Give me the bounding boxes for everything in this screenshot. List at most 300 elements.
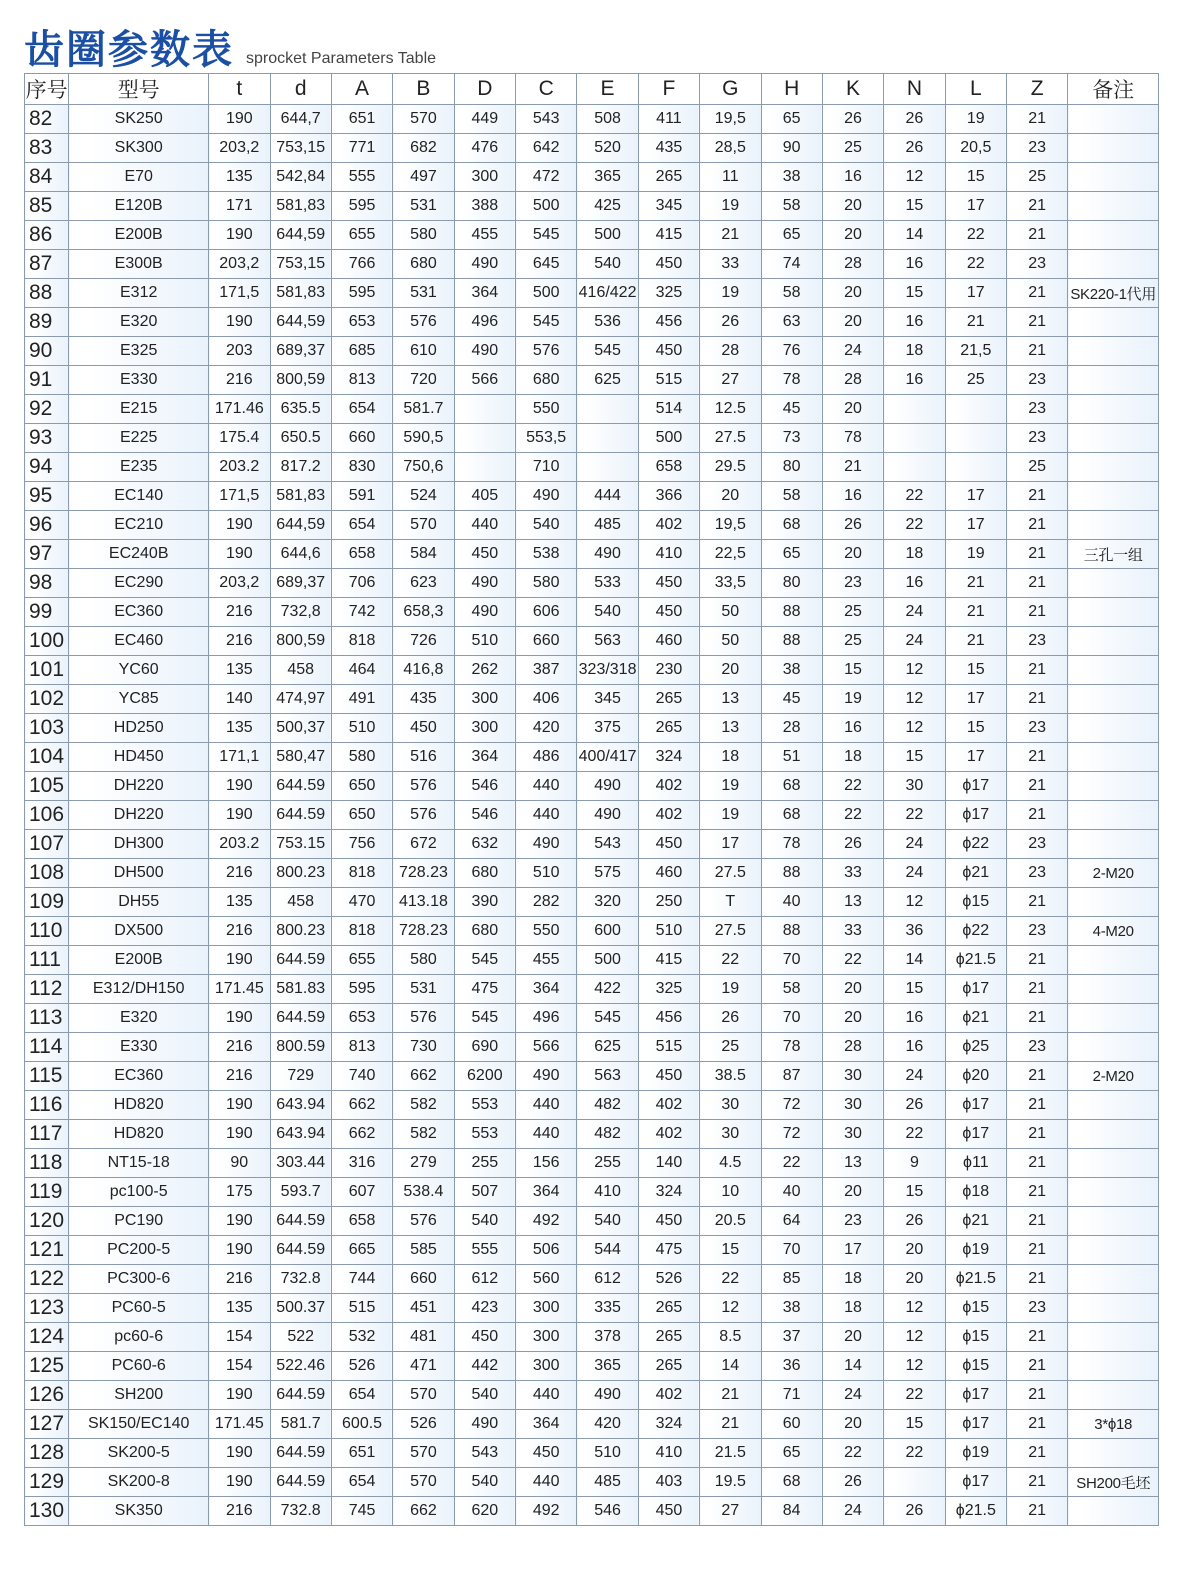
table-cell: 485 (577, 1468, 638, 1497)
table-cell: 366 (638, 482, 699, 511)
table-row (25, 714, 1159, 743)
table-cell: 19,5 (700, 105, 761, 134)
table-cell: 492 (516, 1207, 577, 1236)
table-row (25, 105, 1159, 134)
table-cell: 19 (700, 772, 761, 801)
table-cell: 51 (761, 743, 822, 772)
table-cell: 21 (1007, 1439, 1068, 1468)
table-cell: 545 (516, 221, 577, 250)
table-cell: 818 (331, 917, 392, 946)
table-cell: 68 (761, 772, 822, 801)
table-cell: 21 (1007, 1265, 1068, 1294)
table-cell: 300 (516, 1294, 577, 1323)
table-cell: EC360 (69, 1062, 209, 1091)
table-cell: 416,8 (393, 656, 454, 685)
table-cell: 800.23 (270, 917, 331, 946)
table-row (25, 772, 1159, 801)
table-cell: EC140 (69, 482, 209, 511)
table-cell (945, 424, 1006, 453)
table-cell: 581,83 (270, 279, 331, 308)
table-cell: 279 (393, 1149, 454, 1178)
table-cell: 644,59 (270, 221, 331, 250)
table-cell: 20 (822, 540, 883, 569)
table-cell: 460 (638, 859, 699, 888)
table-cell (945, 453, 1006, 482)
table-cell: 531 (393, 975, 454, 1004)
table-cell: 662 (331, 1120, 392, 1149)
table-cell: 450 (454, 1323, 515, 1352)
table-cell: 21 (1007, 1410, 1068, 1439)
table-cell: 27 (700, 366, 761, 395)
table-cell (1068, 1323, 1159, 1352)
table-cell: EC460 (69, 627, 209, 656)
table-row (25, 1033, 1159, 1062)
table-cell: 550 (516, 395, 577, 424)
table-row (25, 946, 1159, 975)
table-row (25, 1381, 1159, 1410)
table-cell: 25 (1007, 163, 1068, 192)
table-cell: 114 (25, 1033, 69, 1062)
table-cell: 19 (700, 192, 761, 221)
table-cell (1068, 888, 1159, 917)
table-row (25, 1178, 1159, 1207)
table-cell (1068, 337, 1159, 366)
table-cell: 580 (393, 946, 454, 975)
table-cell: EC360 (69, 598, 209, 627)
table-cell: NT15-18 (69, 1149, 209, 1178)
table-cell: 644.59 (270, 1381, 331, 1410)
table-cell: 135 (209, 888, 270, 917)
table-cell: 28 (822, 250, 883, 279)
table-cell: 8.5 (700, 1323, 761, 1352)
column-header: 型号 (69, 74, 209, 105)
table-cell: 644,7 (270, 105, 331, 134)
table-cell: 576 (393, 1004, 454, 1033)
table-cell: 265 (638, 1323, 699, 1352)
table-cell: 402 (638, 511, 699, 540)
table-cell: 135 (209, 714, 270, 743)
table-cell: 375 (577, 714, 638, 743)
table-cell: 500 (577, 946, 638, 975)
table-cell (1068, 1439, 1159, 1468)
table-cell: E312 (69, 279, 209, 308)
table-cell: 612 (577, 1265, 638, 1294)
table-cell: 87 (761, 1062, 822, 1091)
table-cell (1068, 1091, 1159, 1120)
table-cell: E330 (69, 366, 209, 395)
table-cell (1068, 656, 1159, 685)
table-cell: 440 (516, 801, 577, 830)
table-cell: 410 (577, 1178, 638, 1207)
table-cell: 364 (454, 743, 515, 772)
table-cell: 26 (884, 105, 945, 134)
table-cell: 216 (209, 1497, 270, 1526)
table-cell: 444 (577, 482, 638, 511)
table-cell: 563 (577, 627, 638, 656)
table-cell: 440 (516, 1120, 577, 1149)
table-cell: 450 (638, 569, 699, 598)
table-cell: 65 (761, 105, 822, 134)
table-cell: 24 (884, 859, 945, 888)
table-cell: DH300 (69, 830, 209, 859)
table-cell: 171,5 (209, 279, 270, 308)
table-row (25, 395, 1159, 424)
table-cell: 19 (700, 279, 761, 308)
table-cell: 510 (331, 714, 392, 743)
table-cell: 250 (638, 888, 699, 917)
table-cell: 16 (884, 308, 945, 337)
table-cell: 190 (209, 772, 270, 801)
column-header: K (822, 74, 883, 105)
table-cell: 21 (1007, 1497, 1068, 1526)
table-cell: 16 (822, 163, 883, 192)
column-header: C (516, 74, 577, 105)
table-cell: ϕ25 (945, 1033, 1006, 1062)
table-cell: 88 (761, 859, 822, 888)
table-cell: 76 (761, 337, 822, 366)
table-row (25, 192, 1159, 221)
table-cell: 72 (761, 1120, 822, 1149)
table-cell: 540 (454, 1381, 515, 1410)
table-cell: E120B (69, 192, 209, 221)
table-cell: DH220 (69, 801, 209, 830)
table-cell: 19.5 (700, 1468, 761, 1497)
table-cell: 105 (25, 772, 69, 801)
table-cell: YC60 (69, 656, 209, 685)
table-cell: 545 (516, 308, 577, 337)
table-cell: 4-M20 (1068, 917, 1159, 946)
table-cell (1068, 1207, 1159, 1236)
table-cell: SK150/EC140 (69, 1410, 209, 1439)
table-row (25, 1149, 1159, 1178)
table-cell: 464 (331, 656, 392, 685)
table-cell: ϕ17 (945, 975, 1006, 1004)
table-cell: 21 (1007, 1091, 1068, 1120)
page-title: 齿圈参数表 (24, 27, 234, 73)
table-row (25, 1468, 1159, 1497)
table-cell (1068, 482, 1159, 511)
table-cell: 216 (209, 366, 270, 395)
table-cell: 20 (822, 395, 883, 424)
table-cell: 21 (1007, 656, 1068, 685)
table-cell: 680 (516, 366, 577, 395)
table-cell: 771 (331, 134, 392, 163)
table-cell: 672 (393, 830, 454, 859)
table-cell: 140 (638, 1149, 699, 1178)
table-cell (1068, 743, 1159, 772)
table-cell: PC190 (69, 1207, 209, 1236)
table-cell: ϕ17 (945, 1091, 1006, 1120)
table-cell (1068, 163, 1159, 192)
table-cell: 455 (454, 221, 515, 250)
table-cell (1068, 1033, 1159, 1062)
table-cell: 595 (331, 192, 392, 221)
table-cell: 88 (761, 598, 822, 627)
table-cell: 27.5 (700, 424, 761, 453)
table-cell: 323/318 (577, 656, 638, 685)
table-cell: 458 (270, 656, 331, 685)
table-cell: 230 (638, 656, 699, 685)
table-cell: 38 (761, 1294, 822, 1323)
table-cell: 471 (393, 1352, 454, 1381)
table-cell: 21 (700, 1410, 761, 1439)
table-cell: 130 (25, 1497, 69, 1526)
table-cell: 27.5 (700, 917, 761, 946)
table-cell: 190 (209, 1207, 270, 1236)
table-cell: 540 (577, 1207, 638, 1236)
table-cell: 33 (822, 917, 883, 946)
table-cell: 21 (1007, 279, 1068, 308)
table-row (25, 598, 1159, 627)
table-cell: 766 (331, 250, 392, 279)
table-cell (1068, 1265, 1159, 1294)
table-cell: 30 (884, 772, 945, 801)
table-cell: 456 (638, 1004, 699, 1033)
table-cell: 26 (822, 105, 883, 134)
table-cell: 21,5 (945, 337, 1006, 366)
table-cell: 118 (25, 1149, 69, 1178)
table-cell: 21 (1007, 1207, 1068, 1236)
table-cell: 800,59 (270, 627, 331, 656)
table-cell: 650 (331, 801, 392, 830)
table-cell (1068, 685, 1159, 714)
table-cell (1068, 192, 1159, 221)
table-cell: 644.59 (270, 801, 331, 830)
table-cell: 654 (331, 395, 392, 424)
table-cell: 30 (822, 1062, 883, 1091)
table-cell: 101 (25, 656, 69, 685)
table-cell: ϕ22 (945, 917, 1006, 946)
table-cell: 15 (945, 656, 1006, 685)
table-cell (1068, 1120, 1159, 1149)
table-cell: 324 (638, 743, 699, 772)
table-cell (1068, 395, 1159, 424)
table-cell: 300 (516, 1352, 577, 1381)
table-cell: E312/DH150 (69, 975, 209, 1004)
table-cell: 25 (945, 366, 1006, 395)
table-cell: 10 (700, 1178, 761, 1207)
table-cell: 413.18 (393, 888, 454, 917)
table-cell: 22 (884, 1120, 945, 1149)
table-cell: 70 (761, 1004, 822, 1033)
table-cell: 515 (638, 366, 699, 395)
table-cell: 400/417 (577, 743, 638, 772)
table-cell: 94 (25, 453, 69, 482)
table-cell: 450 (638, 1497, 699, 1526)
table-cell: PC300-6 (69, 1265, 209, 1294)
table-cell: 21 (1007, 1381, 1068, 1410)
column-header: H (761, 74, 822, 105)
table-cell: 553 (454, 1091, 515, 1120)
table-cell: 111 (25, 946, 69, 975)
table-cell: 21 (700, 1381, 761, 1410)
table-cell: 203,2 (209, 250, 270, 279)
table-cell: 24 (884, 598, 945, 627)
table-cell (1068, 1381, 1159, 1410)
table-cell: SK300 (69, 134, 209, 163)
table-cell: 97 (25, 540, 69, 569)
table-cell: 364 (516, 1178, 577, 1207)
table-cell: 190 (209, 801, 270, 830)
table-cell: 325 (638, 279, 699, 308)
table-cell: 580,47 (270, 743, 331, 772)
table-row (25, 1091, 1159, 1120)
table-row (25, 308, 1159, 337)
table-cell: 36 (761, 1352, 822, 1381)
table-cell: 490 (577, 1381, 638, 1410)
table-header-row (25, 74, 1159, 105)
table-cell (1068, 1352, 1159, 1381)
table-cell: ϕ18 (945, 1178, 1006, 1207)
table-cell: 756 (331, 830, 392, 859)
table-cell: 30 (822, 1120, 883, 1149)
table-cell: 680 (454, 917, 515, 946)
table-cell: 420 (516, 714, 577, 743)
table-cell: 364 (454, 279, 515, 308)
table-cell: 12 (700, 1294, 761, 1323)
table-cell: 6200 (454, 1062, 515, 1091)
table-cell: 21 (1007, 772, 1068, 801)
table-row (25, 250, 1159, 279)
table-cell: 19 (945, 540, 1006, 569)
table-cell: 644.59 (270, 772, 331, 801)
table-cell: 135 (209, 656, 270, 685)
table-cell: 387 (516, 656, 577, 685)
table-cell: 20 (822, 279, 883, 308)
table-cell: 450 (638, 598, 699, 627)
table-cell: 560 (516, 1265, 577, 1294)
table-cell: 531 (393, 279, 454, 308)
table-cell: 23 (1007, 830, 1068, 859)
table-cell: 127 (25, 1410, 69, 1439)
table-cell: 416/422 (577, 279, 638, 308)
table-cell: 82 (25, 105, 69, 134)
table-cell: 440 (516, 1091, 577, 1120)
table-cell (884, 1468, 945, 1497)
table-cell: 510 (454, 627, 515, 656)
table-cell: 23 (822, 1207, 883, 1236)
table-cell: 545 (454, 946, 515, 975)
table-cell: 402 (638, 801, 699, 830)
table-cell: 28 (822, 366, 883, 395)
table-cell: ϕ20 (945, 1062, 1006, 1091)
table-cell: 753,15 (270, 134, 331, 163)
table-cell: 22 (822, 1439, 883, 1468)
table-cell: 644.59 (270, 1236, 331, 1265)
table-cell: 25 (1007, 453, 1068, 482)
table-cell: 3*ϕ18 (1068, 1410, 1159, 1439)
table-cell: 403 (638, 1468, 699, 1497)
table-cell: 818 (331, 859, 392, 888)
table-cell: 655 (331, 946, 392, 975)
table-cell: 497 (393, 163, 454, 192)
table-cell: 93 (25, 424, 69, 453)
table-cell: 555 (331, 163, 392, 192)
table-cell: 123 (25, 1294, 69, 1323)
table-cell: 255 (577, 1149, 638, 1178)
table-cell: 402 (638, 1381, 699, 1410)
table-cell: 12 (884, 685, 945, 714)
table-cell: 15 (884, 975, 945, 1004)
table-cell: 543 (516, 105, 577, 134)
table-cell: 112 (25, 975, 69, 1004)
table-cell: 13 (822, 888, 883, 917)
table-cell: 216 (209, 1033, 270, 1062)
table-cell: 24 (822, 337, 883, 366)
table-cell: 21 (1007, 1149, 1068, 1178)
table-cell: 524 (393, 482, 454, 511)
table-row (25, 1207, 1159, 1236)
table-cell (1068, 134, 1159, 163)
table-cell: 440 (516, 1468, 577, 1497)
table-cell: 22 (884, 1439, 945, 1468)
table-cell: 450 (638, 830, 699, 859)
table-cell: 110 (25, 917, 69, 946)
table-cell: 24 (884, 1062, 945, 1091)
table-cell: 28 (700, 337, 761, 366)
table-cell (884, 395, 945, 424)
table-cell: 106 (25, 801, 69, 830)
table-cell: 575 (577, 859, 638, 888)
table-cell: 690 (454, 1033, 515, 1062)
table-cell: 68 (761, 801, 822, 830)
table-row (25, 830, 1159, 859)
table-cell: 22 (822, 801, 883, 830)
table-cell: 21 (1007, 975, 1068, 1004)
table-cell: 80 (761, 453, 822, 482)
table-cell: PC60-5 (69, 1294, 209, 1323)
table-cell: 800,59 (270, 366, 331, 395)
table-cell: 88 (761, 917, 822, 946)
table-cell: 26 (884, 134, 945, 163)
table-cell: 21 (822, 453, 883, 482)
table-cell: 506 (516, 1236, 577, 1265)
table-cell: 86 (25, 221, 69, 250)
table-cell: 12.5 (700, 395, 761, 424)
table-cell: 680 (454, 859, 515, 888)
table-cell: 485 (577, 511, 638, 540)
table-cell: 744 (331, 1265, 392, 1294)
table-cell: 20.5 (700, 1207, 761, 1236)
table-cell (454, 453, 515, 482)
table-cell: 64 (761, 1207, 822, 1236)
table-cell: 595 (331, 975, 392, 1004)
table-cell: 21 (1007, 888, 1068, 917)
table-cell: 526 (393, 1410, 454, 1439)
table-cell: 658 (331, 1207, 392, 1236)
table-cell: 410 (638, 540, 699, 569)
table-cell: 65 (761, 540, 822, 569)
table-cell: 117 (25, 1120, 69, 1149)
table-cell: 124 (25, 1323, 69, 1352)
table-cell: 423 (454, 1294, 515, 1323)
table-cell: 125 (25, 1352, 69, 1381)
table-cell: 14 (884, 946, 945, 975)
table-cell: 15 (884, 279, 945, 308)
table-cell: 15 (884, 1178, 945, 1207)
column-header: Z (1007, 74, 1068, 105)
table-cell: 590,5 (393, 424, 454, 453)
table-cell: 324 (638, 1410, 699, 1439)
table-cell: 390 (454, 888, 515, 917)
table-row (25, 1236, 1159, 1265)
table-cell (884, 424, 945, 453)
table-cell: 544 (577, 1236, 638, 1265)
table-row (25, 221, 1159, 250)
table-row (25, 1120, 1159, 1149)
table-cell: 122 (25, 1265, 69, 1294)
table-row (25, 134, 1159, 163)
